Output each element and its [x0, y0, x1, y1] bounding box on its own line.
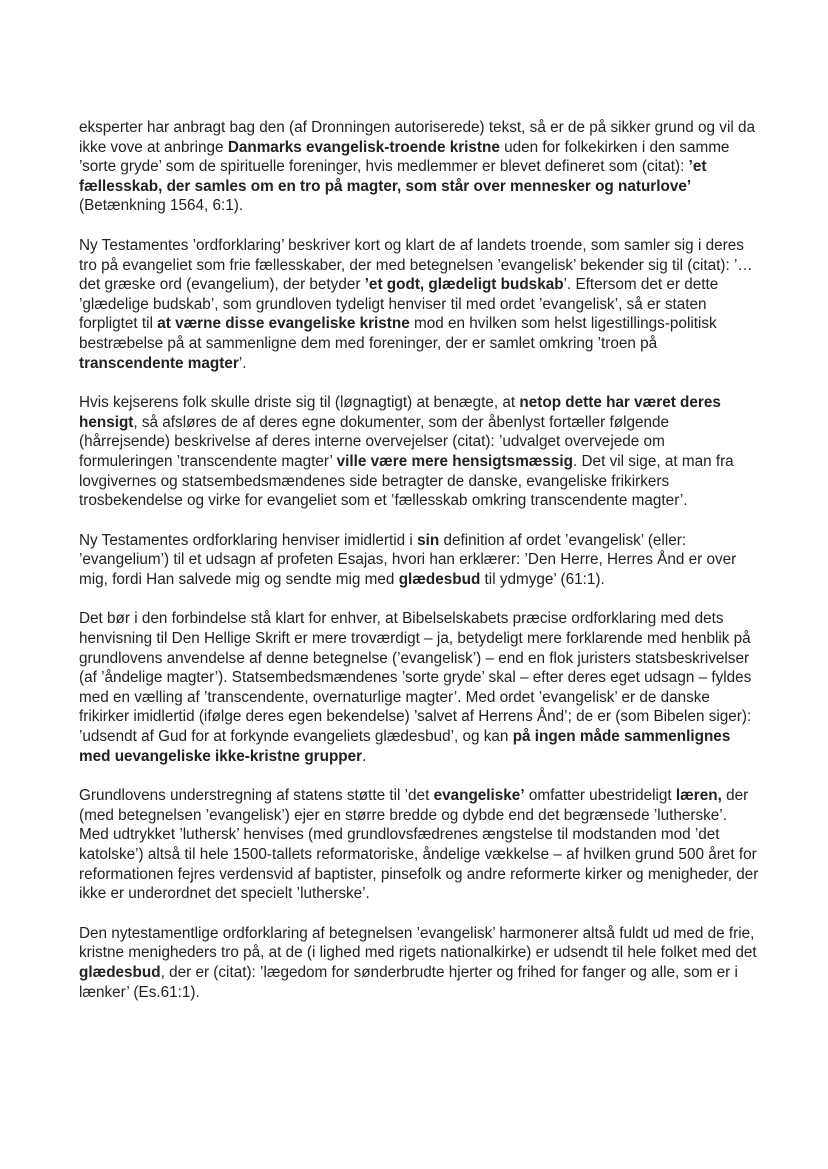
text-run: , der er (citat): ’lægedom for sønderbrudte hjerter og frihed for fanger og alle, som er i lænker’ (Es.61:1). [79, 963, 738, 1001]
text-run: Ny Testamentes ’ordforklaring’ beskriver kort og klart de af landets troende, som samler sig i deres tro på evangeliet som frie fællesskaber, der med betegnelsen ’evangelisk’ bekender sig til (citat): ’…det græske ord (evangelium), der betyder [79, 236, 753, 294]
bold-text: læren, [675, 787, 722, 805]
text-run: uden for folkekirken i den samme ’sorte gryde’ som de spirituelle foreninger, hvis medlemmer er blevet defineret som (citat): [79, 138, 730, 176]
bold-text: ’et fællesskab, der samles om en tro på magter, som står over mennesker og naturlove’ [79, 158, 707, 195]
bold-text: ’et godt, glædeligt budskab [364, 276, 564, 294]
bold-text: glædesbud [398, 570, 481, 588]
bold-text: evangeliske’ [433, 787, 525, 805]
paragraph-2 [79, 236, 759, 373]
text-run: omfatter ubestrideligt [524, 787, 676, 805]
text-run: (Betænkning 1564, 6:1). [79, 197, 244, 215]
document-page [79, 118, 759, 1022]
text-run: ’. [238, 354, 247, 372]
bold-text: glædesbud [79, 963, 161, 981]
text-run: der (med betegnelsen ’evangelisk’) ejer en større bredde og dybde end det begrænsede ’lutherske’. Med udtrykket ’luthersk’ henvises (med grundlovsfædrenes ængstelse til modstanden mod ’det katolske’) altså til hele 1500-tallets reformatoriske, åndelige vækkelse – af hvilken grund 500 året for reformationen fejres verdensvid af baptister, pinsefolk og andre reformerte kirker og menigheder, der ikke er underordnet det specielt ’lutherske’. [79, 787, 759, 903]
bold-text: på ingen måde sammenlignes med uevangeliske ikke-kristne grupper [79, 728, 731, 765]
bold-text: Danmarks evangelisk-troende kristne [227, 138, 500, 156]
bold-text: at værne disse evangeliske kristne [157, 315, 410, 333]
bold-text: ville være mere hensigtsmæssig [336, 452, 574, 470]
text-run: eksperter har anbragt bag den (af Dronningen autoriserede) tekst, så er de på sikker grund og vil da ikke vove at anbringe [79, 119, 756, 156]
bold-text: netop dette har været deres hensigt [79, 394, 721, 431]
text-run: Hvis kejserens folk skulle driste sig til (løgnagtigt) at benægte, at [79, 394, 520, 412]
text-run: ’. Eftersom det er dette ’glædelige budskab’, som grundloven tydeligt henviser til med ordet ’evangelisk’, så er staten forpligtet til [79, 276, 719, 333]
bold-text: sin [417, 531, 440, 549]
text-run: . [362, 747, 367, 765]
text-run: . Det vil sige, at man fra lovgivernes og statsembedsmændenes side betragter de danske, evangeliske frikirkers trosbekendelse og virke for evangeliet som et ’fællesskab omkring transcendente magter’. [79, 452, 734, 510]
paragraph-3 [79, 393, 759, 511]
text-run: Det bør i den forbindelse stå klart for enhver, at Bibelselskabets præcise ordforklaring med dets henvisning til Den Hellige Skrift er mere troværdigt – ja, betydeligt mere forklarende med henblik på grundlovens anvendelse af denne betegnelse (’evangelisk’) – end en flok juristers statsbeskrivelser (af ’åndelige magter’). Statsembedsmændenes ’sorte gryde’ skal – efter deres eget udsagn – fyldes med en vælling af ’transcendente, overnaturlige magter’. Med ordet ’evangelisk’ er de danske frikirker imidlertid (ifølge deres egen bekendelse) ’salvet af Herrens Ånd’; de er (som Bibelen siger): ’udsendt af Gud for at forkynde evangeliets glædesbud’, og kan [79, 610, 752, 746]
text-run: Ny Testamentes ordforklaring henviser imidlertid i [79, 531, 418, 549]
paragraph-1 [79, 118, 759, 216]
bold-text: transcendente magter [79, 354, 239, 372]
text-run: , så afsløres de af deres egne dokumenter, som der åbenlyst fortæller følgende (hårrejsende) beskrivelse af deres interne overvejelser (citat): ’udvalget overvejede om formuleringen ’transcendente magter’ [79, 413, 670, 470]
paragraph-4 [79, 531, 759, 590]
text-run: mod en hvilken som helst ligestillings-politisk bestræbelse på at sammenligne dem med foreninger, der er samlet omkring ’troen på [79, 315, 717, 352]
text-run: definition af ordet ’evangelisk’ (eller: ’evangelium’) til et udsagn af profeten Esajas, hvori han erklærer: ’Den Herre, Herres Ånd er over mig, fordi Han salvede mig og sendte mig med [79, 531, 737, 588]
text-run: til ydmyge’ (61:1). [480, 570, 605, 588]
text-run: Den nytestamentlige ordforklaring af betegnelsen ’evangelisk’ harmonerer altså fuldt ud med de frie, kristne menigheders tro på, at de (i lighed med rigets nationalkirke) er udsendt til hele folket med det [79, 924, 757, 962]
paragraph-5 [79, 609, 759, 766]
text-run: Grundlovens understregning af statens støtte til ’det [79, 787, 434, 805]
paragraph-7 [79, 924, 759, 1002]
paragraph-6 [79, 786, 759, 904]
